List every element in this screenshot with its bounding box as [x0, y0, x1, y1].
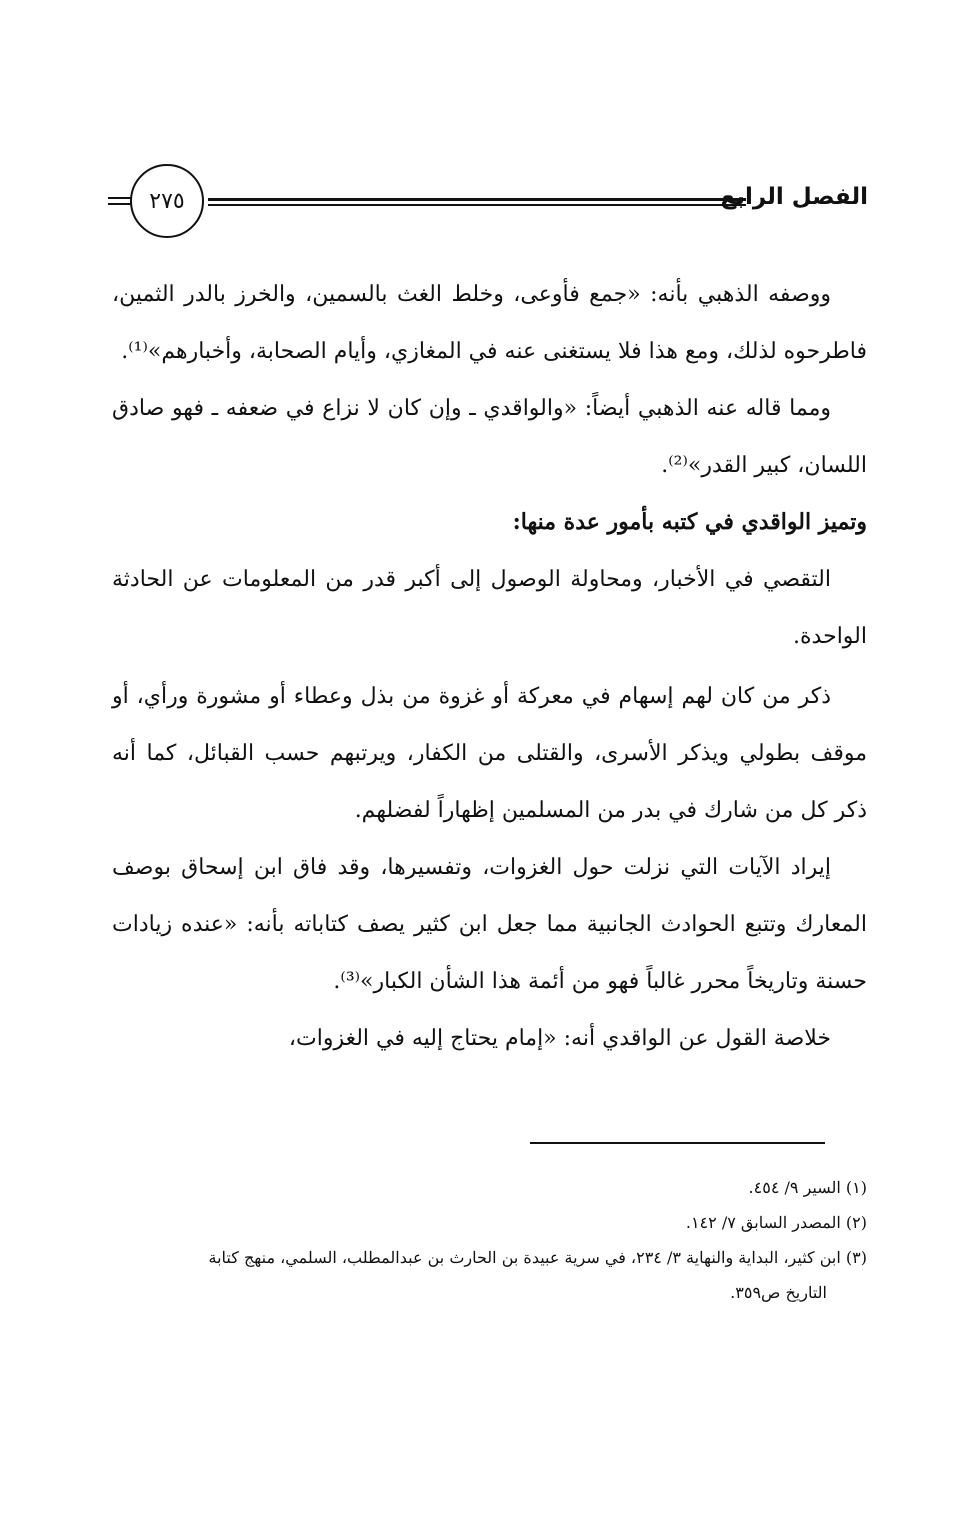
header-rule	[208, 198, 746, 201]
footnote: (١) السير ٩/ ٤٥٤.	[748, 1178, 867, 1197]
page-number: ٢٧٥	[149, 188, 185, 214]
paragraph: إيراد الآيات التي نزلت حول الغزوات، وتفسيرها، وقد فاق ابن إسحاق بوصف المعارك وتتبع الحوادث الجانبية مما جعل ابن كثير يصف كتاباته بأنه: «عنده زيادات حسنة وتاريخاً محرر غالباً فهو من أئمة هذا الشأن الكبار»⁽³⁾.	[112, 855, 867, 994]
page-number-badge	[130, 164, 204, 238]
header-rule	[208, 204, 746, 206]
header-rule-stub	[108, 203, 132, 205]
paragraph: ذكر من كان لهم إسهام في معركة أو غزوة من بذل وعطاء أو مشورة ورأي، أو موقف بطولي ويذكر الأسرى، والقتلى من الكفار، ويرتبهم حسب القبائل، كما أنه ذكر كل من شارك في بدر من المسلمين إظهاراً لفضلهم.	[112, 684, 867, 823]
paragraph: ومما قاله عنه الذهبي أيضاً: «والواقدي ـ وإن كان لا نزاع في ضعفه ـ فهو صادق اللسان، كبير القدر»⁽²⁾.	[112, 396, 867, 478]
chapter-title: الفصل الرابع	[720, 184, 868, 210]
page-header	[108, 170, 868, 250]
paragraph: التقصي في الأخبار، ومحاولة الوصول إلى أكبر قدر من المعلومات عن الحادثة الواحدة.	[112, 567, 867, 649]
section-heading: وتميز الواقدي في كتبه بأمور عدة منها:	[512, 509, 867, 535]
footnote	[112, 1240, 867, 1310]
header-rule-stub	[108, 197, 132, 199]
paragraph: ووصفه الذهبي بأنه: «جمع فأوعى، وخلط الغث بالسمين، والخرز بالدر الثمين، فاطرحوه لذلك، ومع هذا فلا يستغنى عنه في المغازي، وأيام الصحابة، وأخبارهم»⁽¹⁾.	[112, 282, 867, 364]
footnote-line: التاريخ ص٣٥٩.	[730, 1283, 827, 1302]
footnotes	[112, 1170, 867, 1310]
footnote: (٢) المصدر السابق ٧/ ١٤٢.	[685, 1213, 867, 1232]
footnote-separator	[530, 1142, 825, 1144]
main-text	[112, 266, 867, 1067]
footnote-line: (٣) ابن كثير، البداية والنهاية ٣/ ٢٣٤، في سرية عبيدة بن الحارث بن عبدالمطلب، السلمي، منهج كتابة	[208, 1248, 867, 1267]
paragraph: خلاصة القول عن الواقدي أنه: «إمام يحتاج إليه في الغزوات،	[288, 1026, 831, 1051]
